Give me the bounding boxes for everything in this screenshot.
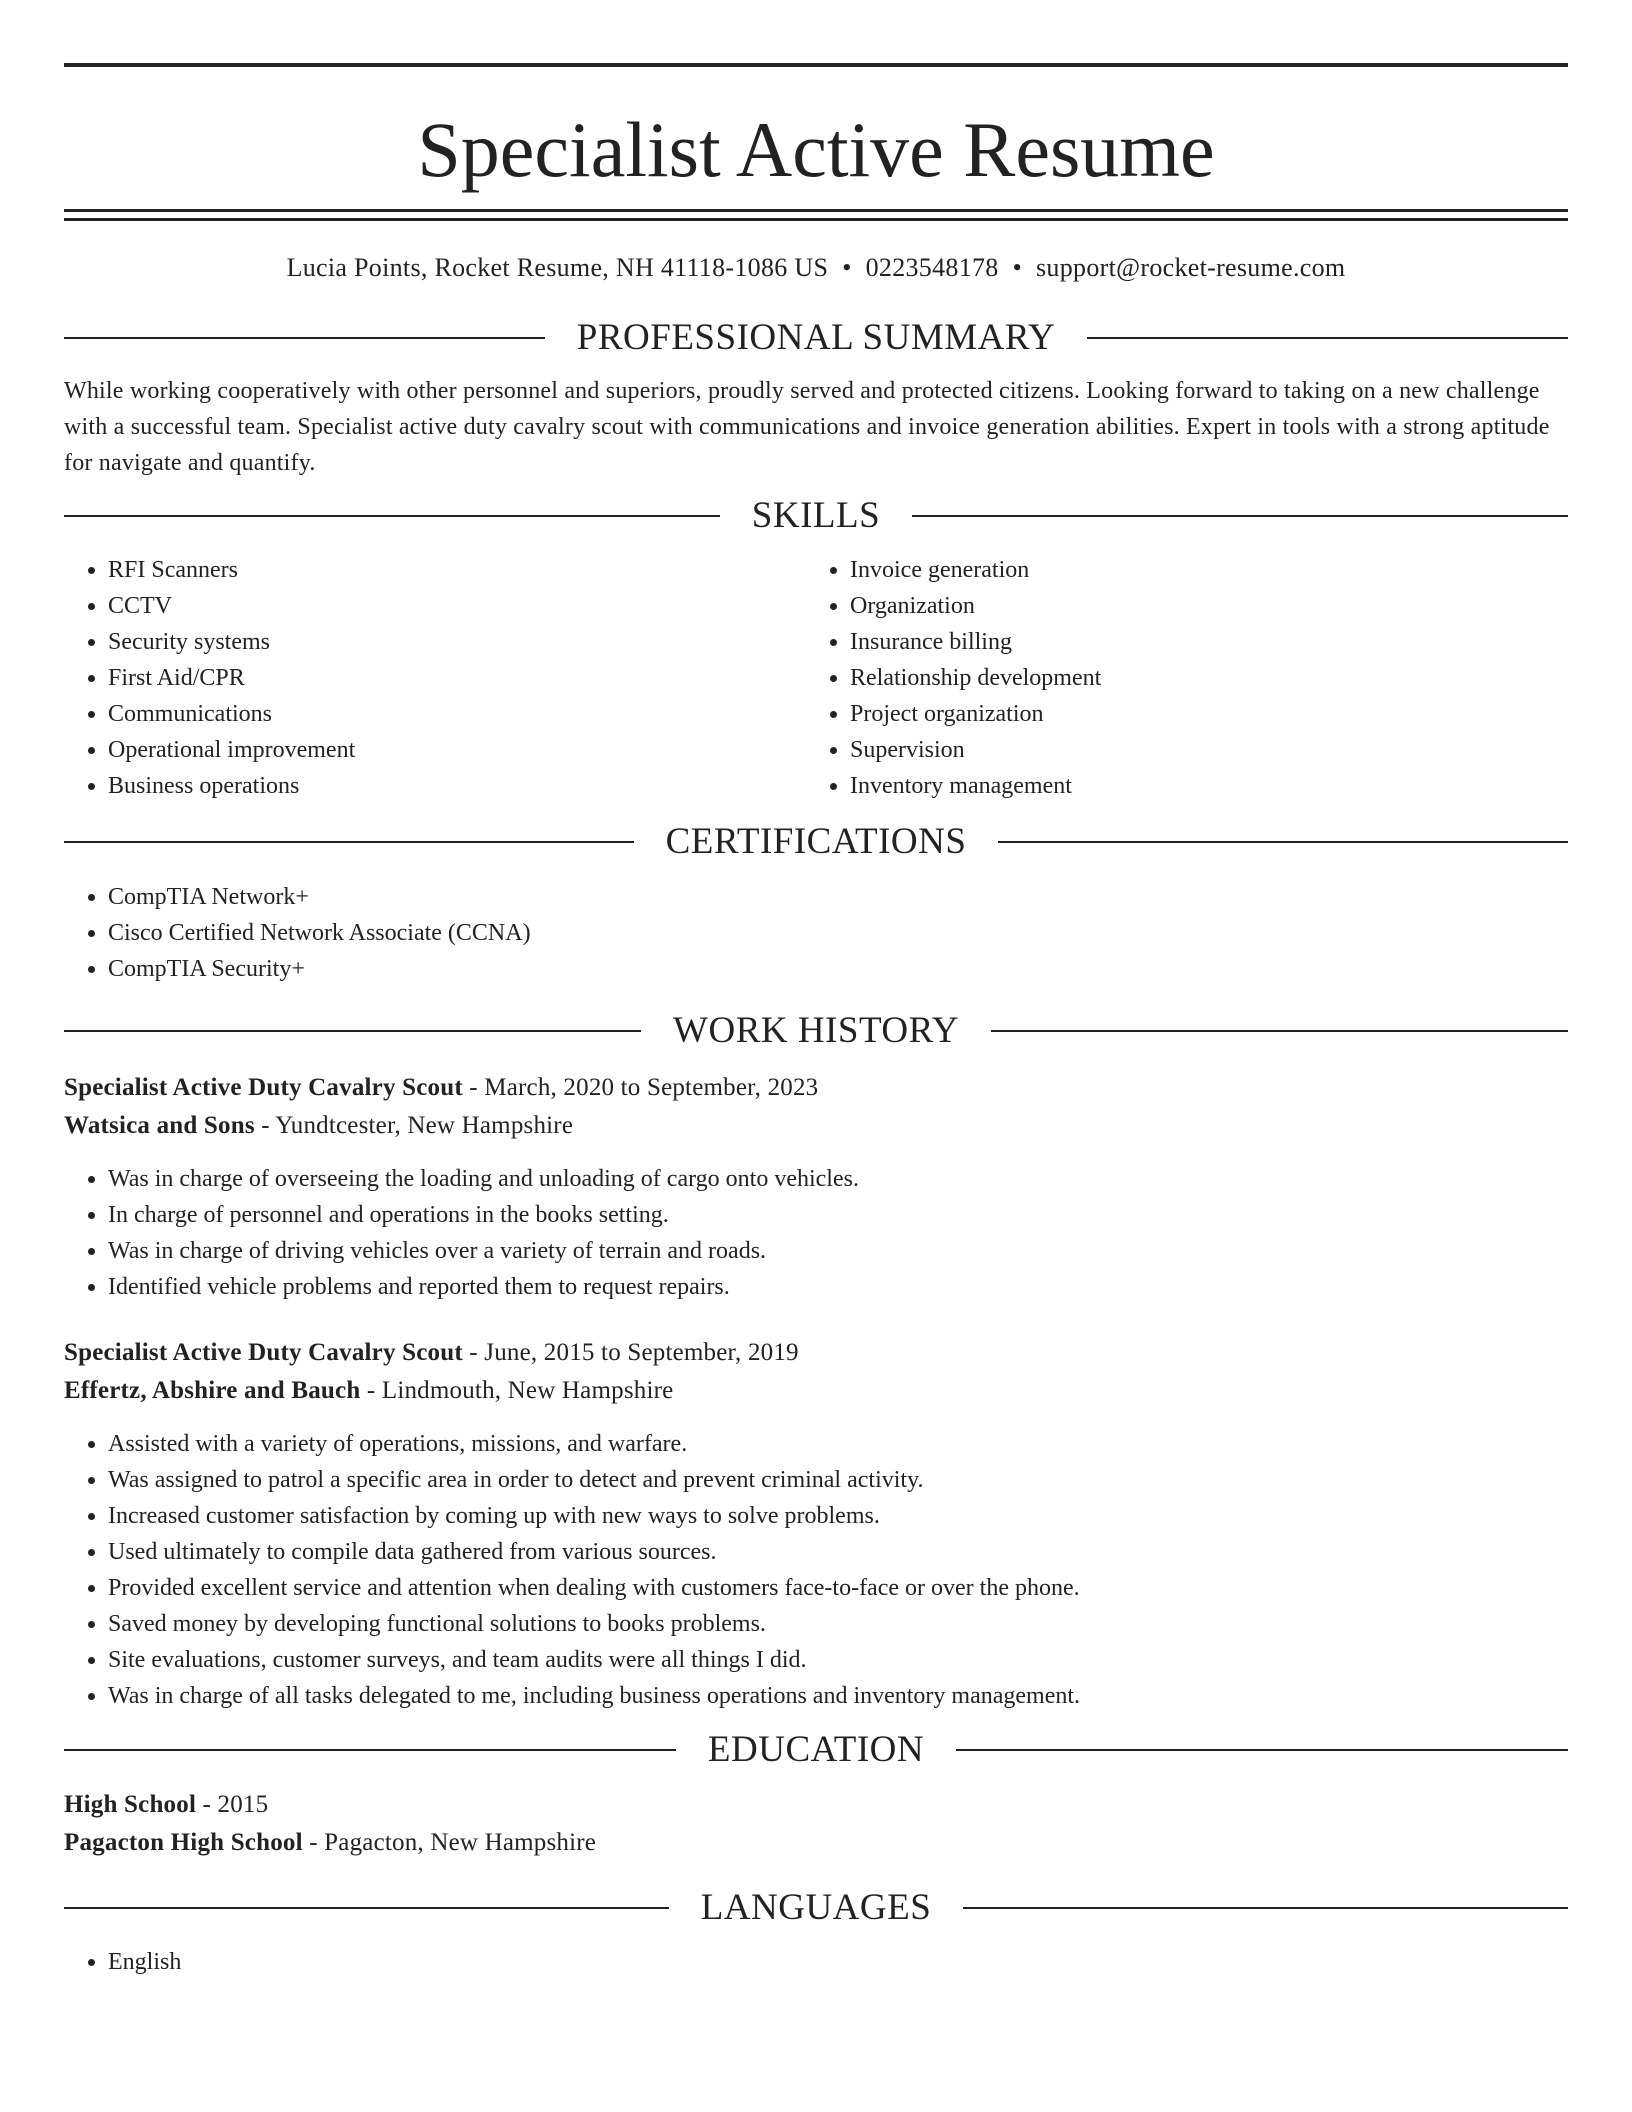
skill-item: • Business operations <box>108 768 806 804</box>
section-rule-left <box>64 841 634 843</box>
certification-item: • Cisco Certified Network Associate (CCNA) <box>108 915 1568 951</box>
skill-item: • Supervision <box>850 732 1548 768</box>
job-bullet: • Was in charge of all tasks delegated to me, including business operations and inventory management. <box>108 1678 1568 1714</box>
contact-separator: • <box>842 253 852 282</box>
skill-item: • Communications <box>108 696 806 732</box>
job-bullet: • Was assigned to patrol a specific area in order to detect and prevent criminal activity. <box>108 1462 1568 1498</box>
education-heading: EDUCATION <box>707 1729 925 1770</box>
job-company: Watsica and Sons <box>64 1112 255 1139</box>
certifications-heading: CERTIFICATIONS <box>665 821 967 862</box>
summary-text: While working cooperatively with other personnel and superiors, proudly served and protected citizens. Looking forward to taking on a new challenge with a successful team. Specialist active duty cavalry scout with communications and invoice generation abilities. Expert in tools with a strong aptitude for navigate and quantify. <box>64 378 1550 476</box>
job-bullet: • Saved money by developing functional solutions to books problems. <box>108 1606 1568 1642</box>
resume-title: Specialist Active Resume <box>417 106 1215 193</box>
skill-item: • CCTV <box>108 588 806 624</box>
section-rule-left <box>64 1030 641 1032</box>
summary-section-header <box>64 318 1568 358</box>
skills-list-right <box>806 552 1548 804</box>
education-location: - Pagacton, New Hampshire <box>302 1829 597 1856</box>
contact-address: Lucia Points, Rocket Resume, NH 41118-1086 US <box>286 253 829 282</box>
languages-section-header <box>64 1888 1568 1928</box>
education-school: Pagacton High School <box>64 1829 303 1856</box>
job-bullet: • Site evaluations, customer surveys, and team audits were all things I did. <box>108 1642 1568 1678</box>
certification-item: • CompTIA Security+ <box>108 951 1568 987</box>
contact-line <box>64 252 1568 284</box>
job-bullets <box>64 1161 1568 1305</box>
work-heading: WORK HISTORY <box>673 1010 959 1051</box>
job-bullet: • Was in charge of driving vehicles over a variety of terrain and roads. <box>108 1233 1568 1269</box>
skill-item: • Relationship development <box>850 660 1548 696</box>
skills-list-left <box>64 552 806 804</box>
contact-separator: • <box>1012 253 1023 282</box>
job-location: - Yundtcester, New Hampshire <box>254 1112 574 1139</box>
job-title: Specialist Active Duty Cavalry Scout <box>64 1339 463 1366</box>
section-rule-left <box>64 1907 669 1909</box>
skills-columns <box>64 552 1568 804</box>
job-bullet: • Identified vehicle problems and reported them to request repairs. <box>108 1269 1568 1305</box>
skill-item: • Security systems <box>108 624 806 660</box>
summary-heading: PROFESSIONAL SUMMARY <box>576 317 1056 358</box>
work-section-header <box>64 1011 1568 1051</box>
job-entry <box>64 1334 1568 1714</box>
contact-phone: 0223548178 <box>865 253 999 282</box>
certification-item: • CompTIA Network+ <box>108 879 1568 915</box>
skill-item: • Project organization <box>850 696 1548 732</box>
section-rule-right <box>963 1907 1568 1909</box>
job-dates: - June, 2015 to September, 2019 <box>462 1339 799 1366</box>
skill-item: • Organization <box>850 588 1548 624</box>
skills-column-right <box>806 552 1548 804</box>
skills-heading: SKILLS <box>751 495 881 536</box>
certifications-list <box>64 879 1568 987</box>
contact-email: support@rocket-resume.com <box>1036 253 1346 282</box>
job-dates: - March, 2020 to September, 2023 <box>462 1074 819 1101</box>
job-company-line <box>64 1372 1568 1410</box>
section-rule-left <box>64 515 720 517</box>
education-degree-line <box>64 1786 1568 1824</box>
education-section-header <box>64 1730 1568 1770</box>
education-school-line <box>64 1824 1568 1862</box>
job-title-line <box>64 1069 1568 1107</box>
education-entry <box>64 1786 1568 1862</box>
skill-item: • Invoice generation <box>850 552 1548 588</box>
section-rule-right <box>1087 337 1568 339</box>
job-bullets <box>64 1426 1568 1714</box>
section-rule-right <box>991 1030 1568 1032</box>
job-bullet: • Used ultimately to compile data gathered from various sources. <box>108 1534 1568 1570</box>
job-title-line <box>64 1334 1568 1372</box>
job-bullet: • Provided excellent service and attention when dealing with customers face-to-face or over the phone. <box>108 1570 1568 1606</box>
job-title: Specialist Active Duty Cavalry Scout <box>64 1074 463 1101</box>
education-degree: High School <box>64 1791 197 1818</box>
skills-column-left <box>64 552 806 804</box>
section-rule-right <box>956 1749 1568 1751</box>
section-rule-left <box>64 1749 676 1751</box>
section-rule-left <box>64 337 545 339</box>
job-bullet: • In charge of personnel and operations in the books setting. <box>108 1197 1568 1233</box>
job-entry <box>64 1069 1568 1305</box>
language-item: • English <box>108 1944 1568 1980</box>
skill-item: • Insurance billing <box>850 624 1548 660</box>
job-company: Effertz, Abshire and Bauch <box>64 1377 361 1404</box>
section-rule-right <box>912 515 1568 517</box>
certifications-section-header <box>64 822 1568 862</box>
languages-list <box>64 1944 1568 1980</box>
skill-item: • RFI Scanners <box>108 552 806 588</box>
skill-item: • First Aid/CPR <box>108 660 806 696</box>
education-year: - 2015 <box>196 1791 269 1818</box>
skill-item: • Inventory management <box>850 768 1548 804</box>
job-location: - Lindmouth, New Hampshire <box>360 1377 674 1404</box>
job-bullet: • Was in charge of overseeing the loading and unloading of cargo onto vehicles. <box>108 1161 1568 1197</box>
languages-heading: LANGUAGES <box>700 1887 932 1928</box>
job-bullet: • Increased customer satisfaction by coming up with new ways to solve problems. <box>108 1498 1568 1534</box>
title-double-rule <box>64 209 1568 221</box>
skill-item: • Operational improvement <box>108 732 806 768</box>
skills-section-header <box>64 496 1568 536</box>
section-rule-right <box>998 841 1568 843</box>
job-bullet: • Assisted with a variety of operations, missions, and warfare. <box>108 1426 1568 1462</box>
job-company-line <box>64 1107 1568 1145</box>
